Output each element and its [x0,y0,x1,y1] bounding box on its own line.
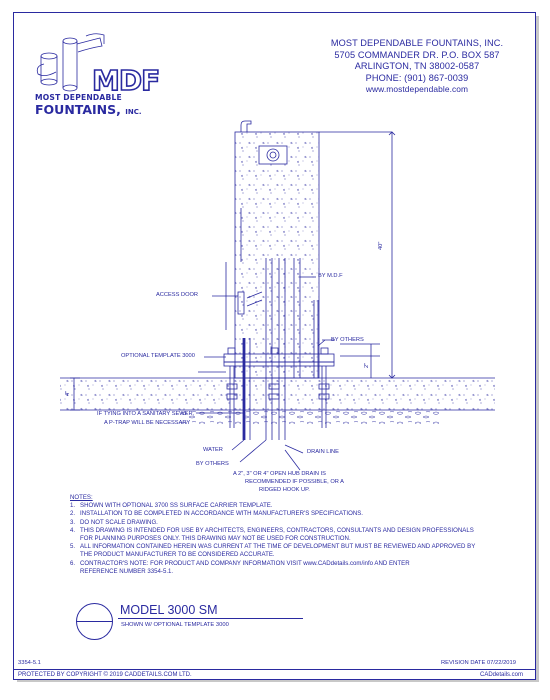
note-item: 6. CONTRACTOR'S NOTE: FOR PRODUCT AND COMPANY INFORMATION VISIT www.CADdetails.com/info AND ENTER [70,559,410,567]
note-item: 1. SHOWN WITH OPTIONAL 3700 SS SURFACE CARRIER TEMPLATE. [70,502,273,510]
pedestal-body [235,132,319,378]
label-hub-3: RIDGED HOOK UP. [259,487,310,493]
company-address: 5705 COMMANDER DR. P.O. BOX 587 [334,49,500,60]
dim-height: 40" [378,241,384,250]
note-item: 3. DO NOT SCALE DRAWING. [70,518,158,526]
gravel-base [180,410,440,424]
label-hub-1: A 2", 3" OR 4" OPEN HUB DRAIN IS [233,471,326,477]
label-by-others-upper: BY OTHERS [331,337,364,343]
note-item: 2. INSTALLATION TO BE COMPLETED IN ACCORDANCE WITH MANUFACTURER'S SPECIFICATIONS. [70,510,363,518]
title-underline [118,618,303,619]
leader-drain [285,445,303,453]
label-access-door: ACCESS DOOR [156,292,199,298]
label-by-mdf: BY M.D.F [318,273,343,279]
notes-heading: NOTES: [70,494,93,501]
note-item: FOR PLANNING PURPOSES ONLY. THIS DRAWING MAY NOT BE USED FOR CONSTRUCTION. [80,535,351,543]
dim-slab: 4" [65,390,71,396]
label-drain-line: DRAIN LINE [307,449,339,455]
title-callout-circle [76,603,113,640]
company-phone: PHONE: (901) 867-0039 [365,72,469,83]
company-website[interactable]: www.mostdependable.com [365,84,469,95]
logo-line-2: FOUNTAINS, INC. [35,102,142,117]
note-item: 4. THIS DRAWING IS INTENDED FOR USE BY ARCHITECTS, ENGINEERS, CONTRACTORS, CONSULTANTS AND DESIGN PROFESSIONALS [70,526,474,534]
leader-by-others [240,440,266,462]
label-by-others-lower: BY OTHERS [196,461,229,467]
label-sewer-2: A P-TRAP WILL BE NECESSARY [104,420,191,426]
company-city: ARLINGTON, TN 38002-0587 [354,61,480,72]
label-sewer-1: IF TYING INTO A SANITARY SEWER, [97,411,195,417]
copyright-text: PROTECTED BY COPYRIGHT © 2019 CADDETAILS.COM LTD. [18,672,192,678]
notes-block [70,494,510,576]
caddetails-link[interactable]: CADdetails.com [480,672,524,678]
logo-line-1: MOST DEPENDABLE [35,93,122,102]
company-name: MOST DEPENDABLE FOUNTAINS, INC. [330,38,504,48]
label-optional-template: OPTIONAL TEMPLATE 3000 [121,353,195,359]
note-item: 5. ALL INFORMATION CONTAINED HEREIN WAS CURRENT AT THE TIME OF DEVELOPMENT BUT MUST BE REVIEWED AND APPROVED BY [70,543,476,551]
drawing-title: MODEL 3000 SM [120,603,218,617]
revision-date: REVISION DATE 07/22/2019 [441,660,516,666]
svg-text:MDF: MDF [92,64,160,97]
label-hub-2: RECOMMENDED IF POSSIBLE, OR A [245,479,344,485]
drawing-subtitle: SHOWN W/ OPTIONAL TEMPLATE 3000 [121,622,229,628]
leader-water [232,440,244,450]
note-item: THE PRODUCT MANUFACTURER TO BE CONSIDERED ACCURATE. [80,551,275,559]
dim-stub: 2" [364,362,370,368]
label-water: WATER [203,447,223,453]
bubbler-icon [241,121,251,132]
note-item: REFERENCE NUMBER 3354-5.1. [80,567,174,575]
footer-divider [13,669,536,670]
reference-number: 3354-5.1 [18,660,41,666]
